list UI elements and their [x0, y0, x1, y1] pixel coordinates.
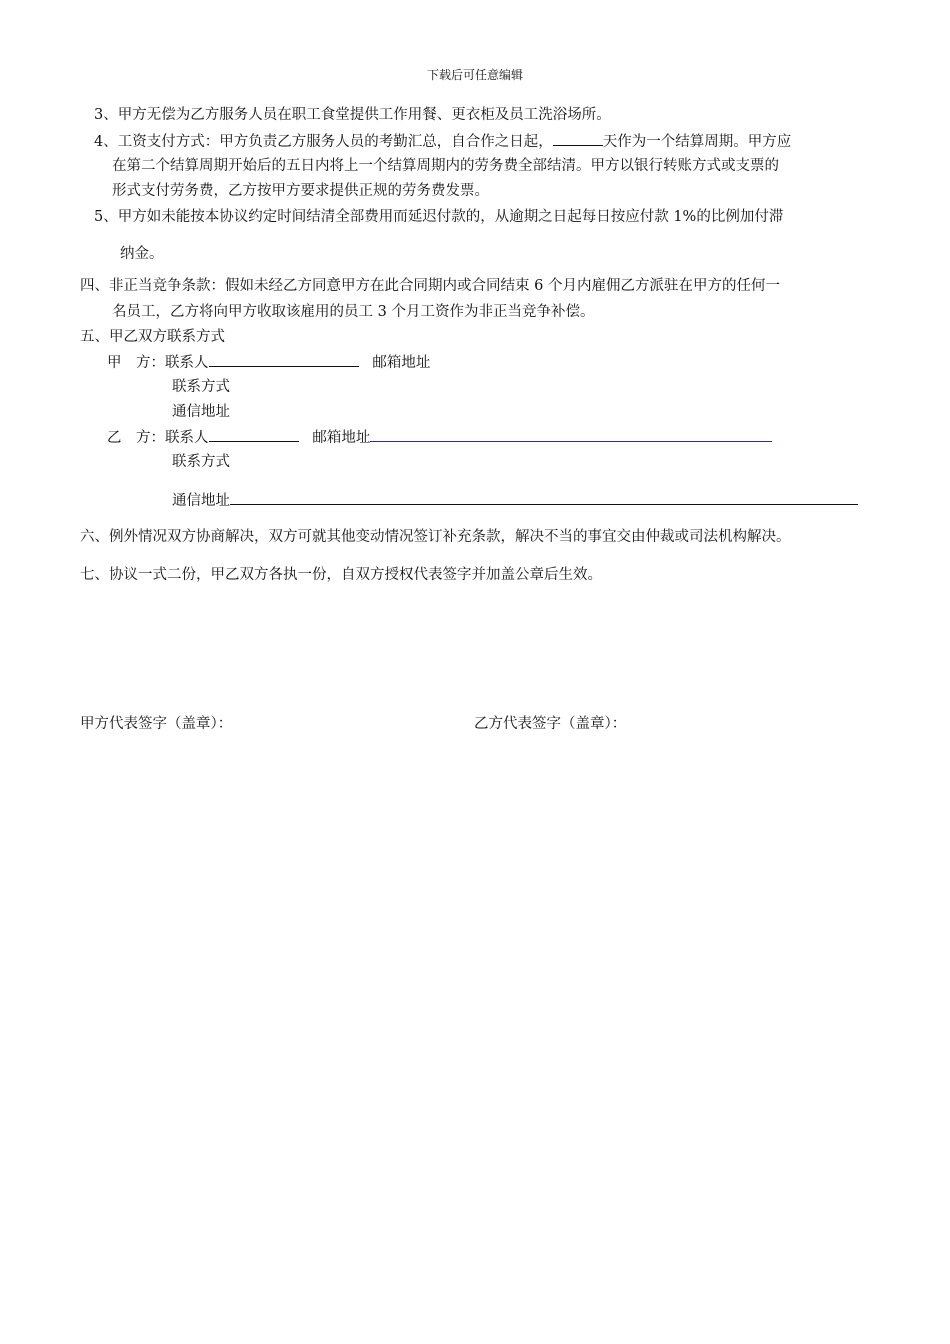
party-a-signature-label: 甲方代表签字（盖章）： — [80, 716, 233, 732]
settlement-days-blank[interactable] — [553, 131, 603, 146]
party-b-address-label: 通信地址 — [172, 493, 230, 509]
party-b-contact-person-label: 联系人 — [165, 430, 209, 446]
party-b-email-label: 邮箱地址 — [312, 430, 371, 446]
clause-5-line-2: 纳金。 — [120, 246, 164, 262]
section-5-title: 五、甲乙双方联系方式 — [80, 329, 225, 345]
party-a-contact-person-field[interactable] — [209, 352, 359, 367]
party-a-address-label: 通信地址 — [172, 404, 230, 420]
clause-4-text-a: 4、工资支付方式：甲方负责乙方服务人员的考勤汇总，自合作之日起， — [94, 134, 553, 150]
party-a-email-label: 邮箱地址 — [372, 355, 431, 371]
party-a-label: 甲 方： — [107, 355, 165, 371]
clause-5-line-1: 5、甲方如未能按本协议约定时间结清全部费用而延迟付款的，从逾期之日起每日按应付款 1%的比例加付滞 — [94, 209, 784, 225]
section-4-line-1: 四、非正当竞争条款：假如未经乙方同意甲方在此合同期内或合同结束 6 个月内雇佣乙方派驻在甲方的任何一 — [80, 278, 780, 294]
section-7: 七、协议一式二份，甲乙双方各执一份，自双方授权代表签字并加盖公章后生效。 — [80, 567, 602, 583]
party-b-signature-label: 乙方代表签字（盖章）： — [474, 716, 627, 732]
party-a-contact-row — [107, 352, 430, 373]
party-b-contact-row — [107, 427, 772, 448]
party-b-label: 乙 方： — [107, 430, 165, 446]
party-b-contact-method-label: 联系方式 — [172, 454, 230, 470]
party-b-address-row — [172, 490, 858, 511]
section-6: 六、例外情况双方协商解决，双方可就其他变动情况签订补充条款，解决不当的事宜交由仲裁或司法机构解决。 — [80, 529, 791, 545]
page-header-watermark: 下载后可任意编辑 — [426, 68, 523, 82]
party-b-email-field[interactable] — [370, 427, 772, 442]
clause-3: 3、甲方无偿为乙方服务人员在职工食堂提供工作用餐、更衣柜及员工洗浴场所。 — [94, 107, 611, 123]
party-b-contact-person-field[interactable] — [209, 427, 299, 442]
section-4-line-2: 名员工，乙方将向甲方收取该雇用的员工 3 个月工资作为非正当竞争补偿。 — [112, 304, 595, 320]
clause-4-line-2: 在第二个结算周期开始后的五日内将上一个结算周期内的劳务费全部结清。甲方以银行转账方式或支票的 — [112, 158, 779, 174]
party-a-contact-person-label: 联系人 — [165, 355, 209, 371]
clause-4-line-1 — [94, 131, 791, 152]
clause-4-text-b: 天作为一个结算周期。甲方应 — [602, 134, 792, 150]
party-a-contact-method-label: 联系方式 — [172, 379, 230, 395]
clause-4-line-3: 形式支付劳务费，乙方按甲方要求提供正规的劳务费发票。 — [112, 183, 489, 199]
party-b-address-field[interactable] — [230, 490, 858, 505]
